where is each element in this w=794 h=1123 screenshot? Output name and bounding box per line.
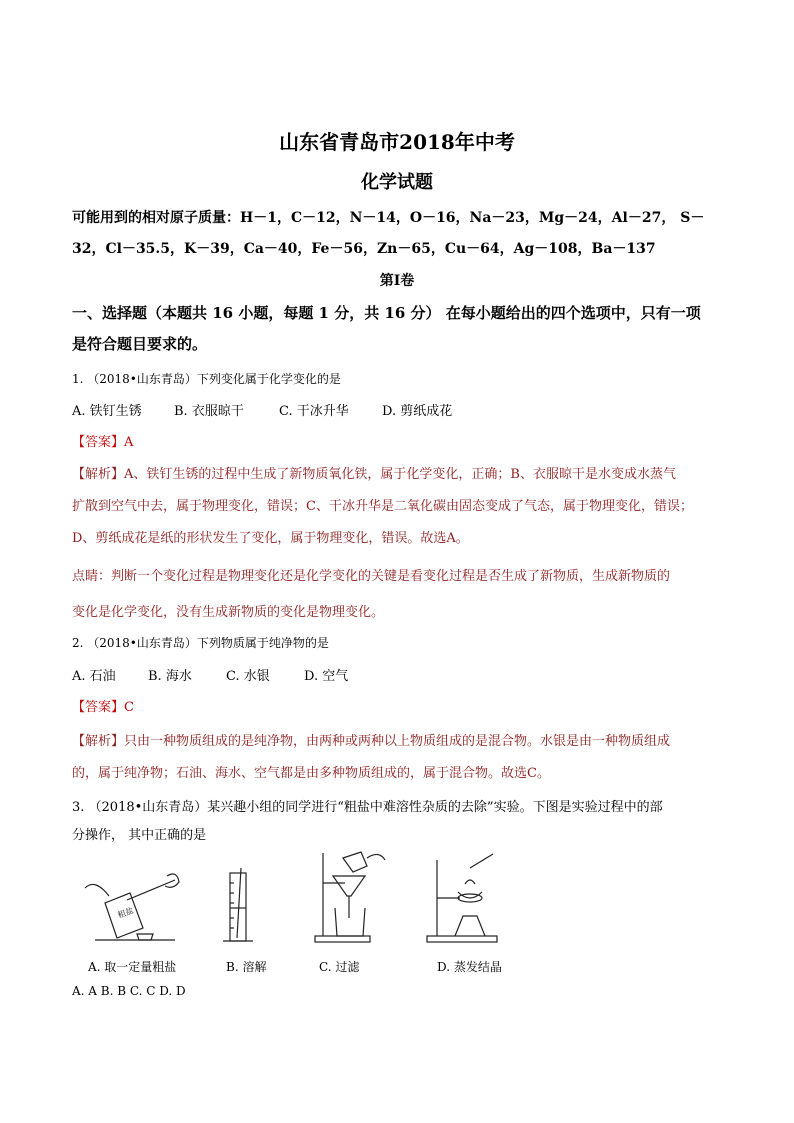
q1-analysis-line-3: D、剪纸成花是纸的形状发生了变化，属于物理变化，错误。故选A。 — [72, 531, 469, 546]
section-heading-line-2: 是符合题目要求的。 — [72, 335, 208, 353]
figure-b-caption: B. 溶解 — [226, 960, 267, 974]
q3-options: A. A B. B C. C D. D — [72, 984, 186, 998]
figure-d-caption: D. 蒸发结晶 — [437, 960, 502, 974]
q1-analysis-line-2: 扩散到空气中去，属于物理变化，错误；C、干冰升华是二氧化碳由固态变成了气态，属于物理变化，错误； — [72, 499, 693, 514]
q1-tip-line-2: 变化是化学变化，没有生成新物质的变化是物理变化。 — [72, 605, 385, 620]
volume-heading: 第Ⅰ卷 — [379, 273, 415, 289]
q1-options — [72, 400, 452, 419]
atomic-mass-line-2: 32，Cl－35.5，K－39，Ca－40，Fe－56，Zn－65，Cu－64，Ag－108，Ba－137 — [72, 241, 656, 257]
figure-c-caption: C. 过滤 — [319, 960, 360, 974]
q2-options — [72, 665, 348, 684]
q1-option-d: D. 剪纸成花 — [382, 404, 453, 419]
svg-text:粗盐: 粗盐 — [116, 905, 135, 920]
figure-d-drawing — [427, 854, 497, 942]
page-subtitle: 化学试题 — [361, 172, 433, 193]
q2-option-b: B. 海水 — [148, 669, 192, 684]
figure-a-caption: A. 取一定量粗盐 — [88, 960, 177, 974]
page-title: 山东省青岛市2018年中考 — [279, 130, 515, 154]
q2-option-a: A. 石油 — [72, 669, 116, 684]
q1-analysis-line-1: 【解析】A、铁钉生锈的过程中生成了新物质氧化铁，属于化学变化，正确；B、衣服晾干是水变成水蒸气 — [72, 467, 676, 482]
q2-analysis-line-1: 【解析】只由一种物质组成的是纯净物，由两种或两种以上物质组成的是混合物。水银是由一种物质组成 — [72, 734, 671, 749]
q2-analysis-line-2: 的，属于纯净物；石油、海水、空气都是由多种物质组成的，属于混合物。故选C。 — [72, 766, 550, 781]
q1-option-c: C. 干冰升华 — [279, 404, 349, 419]
q2-stem: 2. （2018•山东青岛）下列物质属于纯净物的是 — [72, 636, 329, 650]
section-heading-line-1: 一、选择题（本题共 16 小题，每题 1 分，共 16 分） 在每小题给出的四个选项中，只有一项 — [72, 304, 701, 322]
q2-option-c: C. 水银 — [226, 669, 270, 684]
q2-option-d: D. 空气 — [304, 669, 349, 684]
figure-a-drawing — [85, 874, 179, 940]
q1-tip-line-1: 点睛：判断一个变化过程是物理变化还是化学变化的关键是看变化过程是否生成了新物质，生成新物质的 — [72, 569, 671, 584]
q1-option-a: A. 铁钉生锈 — [72, 404, 142, 419]
q2-answer: 【答案】C — [72, 700, 134, 715]
q3-stem-line-2: 分操作， 其中正确的是 — [72, 828, 207, 843]
figure-c-drawing — [315, 852, 385, 942]
figure-b-drawing — [223, 868, 253, 941]
atomic-mass-line-1: 可能用到的相对原子质量：H－1，C－12，N－14，O－16，Na－23，Mg－24，Al－27， S－ — [72, 210, 705, 226]
q1-option-b: B. 衣服晾干 — [174, 404, 244, 419]
q3-stem-line-1: 3. （2018•山东青岛）某兴趣小组的同学进行“粗盐中难溶性杂质的去除”实验。下图是实验过程中的部 — [72, 800, 663, 815]
q1-stem: 1. （2018•山东青岛）下列变化属于化学变化的是 — [72, 372, 341, 386]
q1-answer: 【答案】A — [72, 435, 134, 450]
